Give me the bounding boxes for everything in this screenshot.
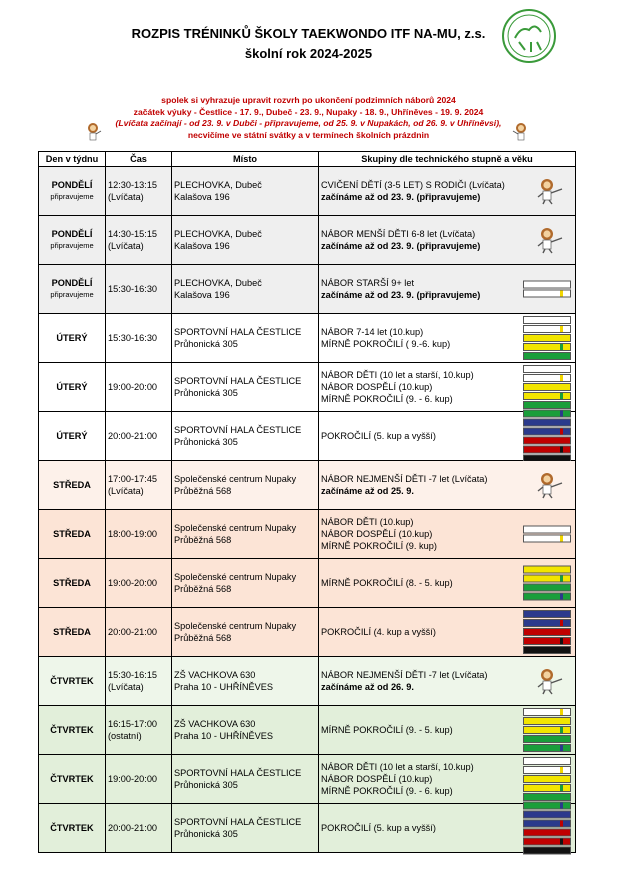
place-cell [172, 510, 319, 559]
place-cell [172, 461, 319, 510]
place-address: Průběžná 568 [174, 486, 232, 496]
time-range: 16:15-17:00 [108, 719, 158, 729]
day-label: PONDĚLÍ [51, 180, 93, 190]
place-name: Společenské centrum Nupaky [174, 523, 297, 533]
lion-mascot-icon [82, 121, 104, 143]
table-row [39, 510, 576, 559]
day-cell [39, 314, 106, 363]
place-name: PLECHOVKA, Dubeč [174, 229, 262, 239]
belt-stack [523, 565, 571, 602]
belt-icon [523, 290, 571, 298]
place-cell [172, 706, 319, 755]
day-label: STŘEDA [53, 627, 91, 637]
time-range: 15:30-16:30 [108, 333, 158, 343]
place-name: Společenské centrum Nupaky [174, 621, 297, 631]
day-note: připravujeme [50, 290, 94, 299]
belt-icon [523, 766, 571, 774]
group-line: CVIČENÍ DĚTÍ (3-5 LET) S RODIČI (Lvíčata) [321, 180, 505, 190]
belt-stack [523, 609, 571, 655]
day-label: ČTVRTEK [50, 725, 94, 735]
time-range: 15:30-16:15 [108, 670, 158, 680]
table-row [39, 216, 576, 265]
place-address: Průhonická 305 [174, 829, 238, 839]
day-label: ČTVRTEK [50, 774, 94, 784]
place-address: Průběžná 568 [174, 535, 232, 545]
groups-cell [319, 265, 576, 314]
belt-icon [523, 820, 571, 828]
day-cell [39, 510, 106, 559]
groups-cell [319, 412, 576, 461]
group-line: NÁBOR DOSPĚLÍ (10.kup) [321, 382, 433, 392]
belt-icon [523, 410, 571, 418]
belt-icon [523, 708, 571, 716]
place-name: SPORTOVNÍ HALA ČESTLICE [174, 817, 302, 827]
time-range: 15:30-16:30 [108, 284, 158, 294]
namu-logo [501, 8, 557, 64]
belt-icon [523, 343, 571, 351]
groups-cell [319, 608, 576, 657]
day-cell [39, 755, 106, 804]
place-cell [172, 755, 319, 804]
table-row [39, 608, 576, 657]
lion-mascot-icon [510, 121, 532, 143]
place-cell [172, 559, 319, 608]
day-cell [39, 559, 106, 608]
table-row [39, 559, 576, 608]
belt-stack [523, 756, 571, 802]
group-line: MÍRNĚ POKROČILÍ (9. - 6. kup) [321, 786, 453, 796]
belt-icon [523, 735, 571, 743]
groups-cell [319, 510, 576, 559]
day-cell [39, 167, 106, 216]
place-address: Průhonická 305 [174, 780, 238, 790]
group-line: NÁBOR MENŠÍ DĚTI 6-8 let (Lvíčata) [321, 229, 476, 239]
group-line: NÁBOR STARŠÍ 9+ let [321, 278, 415, 288]
time-cell [106, 363, 172, 412]
belt-icon [523, 428, 571, 436]
day-label: STŘEDA [53, 480, 91, 490]
group-line: NÁBOR DĚTI (10 let a starší, 10.kup) [321, 762, 474, 772]
notice-line: začátek výuky - Čestlice - 17. 9., Dubeč - 23. 9., Nupaky - 18. 9., Uhříněves - 19. 9. 2024 [133, 106, 484, 117]
belt-icon [523, 637, 571, 645]
time-cell [106, 314, 172, 363]
belt-icon [523, 811, 571, 819]
time-cell [106, 461, 172, 510]
belt-stack [523, 801, 571, 856]
group-line: NÁBOR DOSPĚLÍ (10.kup) [321, 529, 433, 539]
day-cell [39, 706, 106, 755]
belt-icon [523, 646, 571, 654]
column-header-time: Čas [106, 152, 172, 167]
belt-icon [523, 717, 571, 725]
time-cell [106, 167, 172, 216]
place-address: Kalašova 196 [174, 290, 230, 300]
groups-cell [319, 216, 576, 265]
belt-icon [523, 757, 571, 765]
day-label: ÚTERÝ [56, 431, 88, 441]
day-label: PONDĚLÍ [51, 278, 93, 288]
time-range: 12:30-13:15 [108, 180, 158, 190]
group-line: MÍRNĚ POKROČILÍ ( 9.-6. kup) [321, 339, 451, 349]
day-label: ČTVRTEK [50, 676, 94, 686]
time-cell [106, 265, 172, 314]
belt-icon [523, 802, 571, 810]
belt-icon [523, 535, 571, 543]
table-row [39, 314, 576, 363]
table-row [39, 657, 576, 706]
group-line: začínáme až od 25. 9. [321, 486, 414, 496]
time-range: 20:00-21:00 [108, 627, 158, 637]
column-header-place: Místo [172, 152, 319, 167]
belt-stack [523, 707, 571, 753]
belt-icon [523, 610, 571, 618]
time-range: 19:00-20:00 [108, 578, 158, 588]
group-line: začínáme až od 23. 9. (připravujeme) [321, 290, 481, 300]
belt-icon [523, 281, 571, 289]
groups-cell [319, 314, 576, 363]
lion-mascot-icon [535, 226, 565, 254]
lion-mascot-icon [535, 177, 565, 205]
belt-icon [523, 619, 571, 627]
time-range: 20:00-21:00 [108, 823, 158, 833]
time-cell [106, 216, 172, 265]
belt-icon [523, 316, 571, 324]
day-label: STŘEDA [53, 529, 91, 539]
time-range: 19:00-20:00 [108, 774, 158, 784]
group-line: MÍRNĚ POKROČILÍ (9. kup) [321, 541, 437, 551]
page-subtitle: školní rok 2024-2025 [244, 46, 373, 61]
place-cell [172, 265, 319, 314]
place-name: ZŠ VACHKOVA 630 [174, 719, 256, 729]
group-line: POKROČILÍ (5. kup a vyšší) [321, 823, 436, 833]
groups-cell [319, 804, 576, 853]
time-note: (Lvíčata) [108, 241, 144, 251]
lion-mascot-icon [535, 667, 565, 695]
group-line: NÁBOR DOSPĚLÍ (10.kup) [321, 774, 433, 784]
place-cell [172, 657, 319, 706]
day-cell [39, 216, 106, 265]
group-line: NÁBOR NEJMENŠÍ DĚTI -7 let (Lvíčata) [321, 474, 488, 484]
belt-icon [523, 838, 571, 846]
table-row [39, 804, 576, 853]
time-range: 18:00-19:00 [108, 529, 158, 539]
group-line: MÍRNĚ POKROČILÍ (9. - 6. kup) [321, 394, 453, 404]
place-name: SPORTOVNÍ HALA ČESTLICE [174, 376, 302, 386]
place-name: PLECHOVKA, Dubeč [174, 180, 262, 190]
belt-icon [523, 325, 571, 333]
table-row [39, 412, 576, 461]
belt-icon [523, 584, 571, 592]
time-note: (ostatní) [108, 731, 142, 741]
belt-icon [523, 575, 571, 583]
time-cell [106, 804, 172, 853]
place-cell [172, 314, 319, 363]
day-cell [39, 265, 106, 314]
time-note: (Lvíčata) [108, 486, 144, 496]
time-cell [106, 510, 172, 559]
table-header-row [39, 152, 576, 167]
day-label: ÚTERÝ [56, 333, 88, 343]
place-address: Průhonická 305 [174, 388, 238, 398]
time-cell [106, 755, 172, 804]
place-cell [172, 363, 319, 412]
belt-icon [523, 419, 571, 427]
belt-icon [523, 374, 571, 382]
group-line: začínáme až od 23. 9. (připravujeme) [321, 241, 481, 251]
group-line: NÁBOR DĚTI (10 let a starší, 10.kup) [321, 370, 474, 380]
day-cell [39, 804, 106, 853]
table-row [39, 706, 576, 755]
place-address: Kalašova 196 [174, 241, 230, 251]
groups-cell [319, 755, 576, 804]
group-line: začínáme až od 26. 9. [321, 682, 414, 692]
belt-icon [523, 334, 571, 342]
time-cell [106, 706, 172, 755]
place-cell [172, 412, 319, 461]
place-cell [172, 804, 319, 853]
belt-icon [523, 593, 571, 601]
day-label: ÚTERÝ [56, 382, 88, 392]
place-cell [172, 216, 319, 265]
table-row [39, 363, 576, 412]
place-address: Kalašova 196 [174, 192, 230, 202]
belt-stack [523, 409, 571, 464]
belt-icon [523, 526, 571, 534]
belt-icon [523, 744, 571, 752]
place-address: Průhonická 305 [174, 437, 238, 447]
time-cell [106, 412, 172, 461]
table-row [39, 755, 576, 804]
belt-icon [523, 628, 571, 636]
day-cell [39, 461, 106, 510]
belt-stack [523, 364, 571, 410]
group-line: POKROČILÍ (4. kup a vyšší) [321, 627, 436, 637]
column-header-day: Den v týdnu [39, 152, 106, 167]
time-range: 19:00-20:00 [108, 382, 158, 392]
column-header-groups: Skupiny dle technického stupně a věku [319, 152, 576, 167]
belt-stack [523, 315, 571, 361]
belt-icon [523, 437, 571, 445]
day-cell [39, 608, 106, 657]
place-name: Společenské centrum Nupaky [174, 572, 297, 582]
belt-icon [523, 365, 571, 373]
group-line: NÁBOR NEJMENŠÍ DĚTI -7 let (Lvíčata) [321, 670, 488, 680]
place-address: Praha 10 - UHŘÍNĚVES [174, 682, 274, 692]
day-label: PONDĚLÍ [51, 229, 93, 239]
place-name: PLECHOVKA, Dubeč [174, 278, 262, 288]
belt-icon [523, 352, 571, 360]
belt-icon [523, 775, 571, 783]
time-range: 20:00-21:00 [108, 431, 158, 441]
belt-icon [523, 392, 571, 400]
time-range: 14:30-15:15 [108, 229, 158, 239]
place-name: SPORTOVNÍ HALA ČESTLICE [174, 327, 302, 337]
notice-line: necvičíme ve státní svátky a v termínech školních prázdnin [187, 129, 430, 140]
group-line: MÍRNĚ POKROČILÍ (8. - 5. kup) [321, 578, 453, 588]
group-line: NÁBOR DĚTI (10.kup) [321, 517, 414, 527]
schedule-table [38, 151, 576, 853]
page-title: ROZPIS TRÉNINKŮ ŠKOLY TAEKWONDO ITF NA-MU, z.s. [131, 26, 486, 41]
belt-icon [523, 383, 571, 391]
group-line: NÁBOR 7-14 let (10.kup) [321, 327, 424, 337]
place-name: Společenské centrum Nupaky [174, 474, 297, 484]
belt-icon [523, 446, 571, 454]
place-name: SPORTOVNÍ HALA ČESTLICE [174, 425, 302, 435]
belt-icon [523, 784, 571, 792]
notice-line: (Lvíčata začínají - od 23. 9. v Dubči - připravujeme, od 25. 9. v Nupakách, od 26. 9. v Uhříněvsi), [115, 118, 502, 128]
belt-stack [523, 280, 571, 299]
time-cell [106, 559, 172, 608]
place-address: Praha 10 - UHŘÍNĚVES [174, 731, 274, 741]
table-row [39, 265, 576, 314]
day-cell [39, 657, 106, 706]
place-cell [172, 608, 319, 657]
table-row [39, 461, 576, 510]
place-name: SPORTOVNÍ HALA ČESTLICE [174, 768, 302, 778]
groups-cell [319, 461, 576, 510]
groups-cell [319, 167, 576, 216]
notice-line: spolek si vyhrazuje upravit rozvrh po ukončení podzimních náborů 2024 [161, 95, 456, 105]
group-line: MÍRNĚ POKROČILÍ (9. - 5. kup) [321, 725, 453, 735]
table-row [39, 167, 576, 216]
time-cell [106, 608, 172, 657]
lion-mascot-icon [535, 471, 565, 499]
group-line: POKROČILÍ (5. kup a vyšší) [321, 431, 436, 441]
groups-cell [319, 657, 576, 706]
place-name: ZŠ VACHKOVA 630 [174, 670, 256, 680]
groups-cell [319, 363, 576, 412]
time-note: (Lvíčata) [108, 192, 144, 202]
place-address: Průběžná 568 [174, 633, 232, 643]
belt-icon [523, 847, 571, 855]
time-note: (Lvíčata) [108, 682, 144, 692]
belt-icon [523, 566, 571, 574]
day-note: připravujeme [50, 241, 94, 250]
belt-icon [523, 726, 571, 734]
time-cell [106, 657, 172, 706]
day-label: STŘEDA [53, 578, 91, 588]
group-line: začínáme až od 23. 9. (připravujeme) [321, 192, 481, 202]
groups-cell [319, 706, 576, 755]
place-address: Průhonická 305 [174, 339, 238, 349]
day-label: ČTVRTEK [50, 823, 94, 833]
time-range: 17:00-17:45 [108, 474, 158, 484]
belt-icon [523, 829, 571, 837]
place-address: Průběžná 568 [174, 584, 232, 594]
groups-cell [319, 559, 576, 608]
day-cell [39, 363, 106, 412]
place-cell [172, 167, 319, 216]
belt-stack [523, 525, 571, 544]
day-cell [39, 412, 106, 461]
day-note: připravujeme [50, 192, 94, 201]
